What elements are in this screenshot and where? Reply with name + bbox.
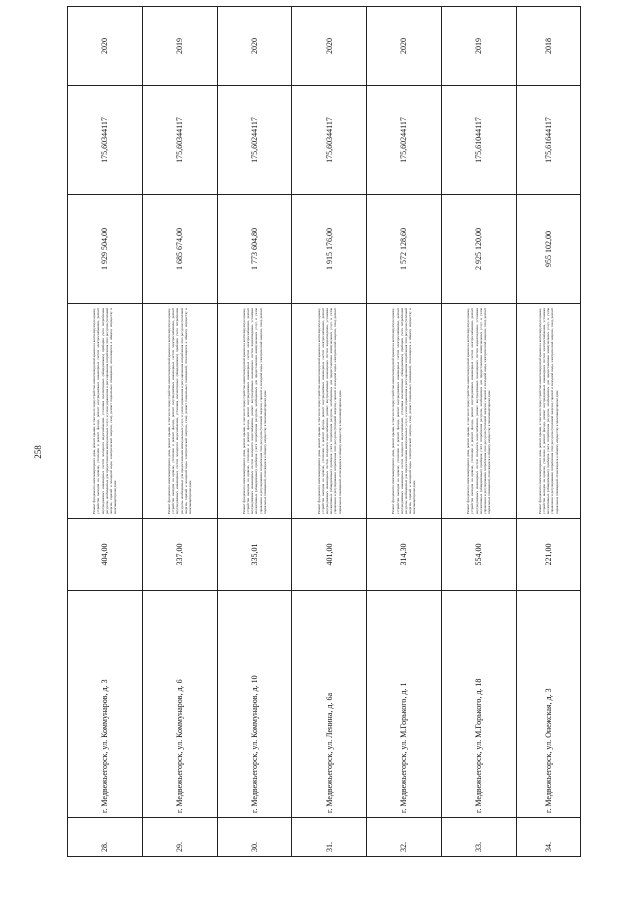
address-cell: г. Медвежьегорск, ул. Онежская, д. 3: [516, 591, 580, 818]
works-cell: Ремонт фундамента многоквартирного дома, ремонт крыши, в том числе переустройство невентилируемой крыши на вентилируемую крышу, устройство выходов на кровлю, утепление и ремонт фасада, ремонт внутридомовых инженерных систем электроснабжения, ремонт внутридомовых инженерных систем холодного водоснабжения, установка коллективных (общедомовых) приборов учета потребления ресурсов, необходимых для предоставления коммунальных услуг, и узлов управления и регулирования потребления этих ресурсов (тепловой энергии, горячей и холодной воды, электрической энергии, газа), ремонт подвальных помещений, относящихся к общему имуществу в многоквартирном доме: [367, 304, 442, 519]
unit-cost-cell: 175,61044117: [441, 86, 516, 195]
area-cell: 337,00: [142, 519, 217, 591]
area-cell: 335,01: [217, 519, 292, 591]
row-number-cell: 34.: [516, 818, 580, 857]
row-number-cell: 31.: [292, 818, 367, 857]
cost-cell: 1 685 674,00: [142, 195, 217, 304]
address-cell: г. Медвежьегорск, ул. Коммунаров, д. 6: [142, 591, 217, 818]
works-cell: Ремонт фундамента многоквартирного дома, ремонт крыши, в том числе переустройство невентилируемой крыши на вентилируемую крышу, устройство выходов на кровлю, утепление и ремонт фасада, ремонт внутридомовых инженерных систем электроснабжения, ремонт внутридомовых инженерных систем холодного водоснабжения, ремонт внутридомовых инженерных систем водоотведения, установка коллективных (общедомовых) приборов учета потребления ресурсов, необходимых для предоставления коммунальных услуг, и узлов управления и регулирования потребления этих ресурсов (тепловой энергии, горячей и холодной воды, электрической энергии, газа), ремонт подвальных помещений, относящихся к общему имуществу в многоквартирном доме: [217, 304, 292, 519]
table-row: [516, 7, 580, 857]
unit-cost-cell: 175,60244117: [217, 86, 292, 195]
year-cell: 2020: [217, 7, 292, 86]
table-row: [142, 7, 217, 857]
works-cell: Ремонт фундамента многоквартирного дома, ремонт крыши, в том числе переустройство невентилируемой крыши на вентилируемую крышу, устройство выходов на кровлю, утепление и ремонт фасада, ремонт внутридомовых инженерных систем электроснабжения, установка коллективных (общедомовых) приборов учета потребления ресурсов, необходимых для предоставления коммунальных услуг, и узлов управления и регулирования потребления этих ресурсов (тепловой энергии, горячей и холодной воды, электрической энергии, газа), ремонт подвальных помещений, относящихся к общему имуществу в многоквартирном доме: [516, 304, 580, 519]
works-cell: Ремонт фундамента многоквартирного дома, ремонт крыши, в том числе переустройство невентилируемой крыши на вентилируемую крышу, устройство выходов на кровлю, утепление и ремонт фасада, ремонт внутридомовых инженерных систем электроснабжения, ремонт внутридомовых инженерных систем холодного водоснабжения, ремонт внутридомовых инженерных систем водоотведения, установка коллективных (общедомовых) приборов учета потребления ресурсов, необходимых для предоставления коммунальных услуг, и узлов управления и регулирования потребления этих ресурсов (тепловой энергии, горячей и холодной воды, электрической энергии, газа), ремонт подвальных помещений, относящихся к общему имуществу в многоквартирном доме: [292, 304, 367, 519]
year-cell: 2019: [441, 7, 516, 86]
row-number-cell: 32.: [367, 818, 442, 857]
year-cell: 2019: [142, 7, 217, 86]
table-row: [367, 7, 442, 857]
cost-cell: 1 929 504,00: [68, 195, 143, 304]
works-cell: Ремонт фундамента многоквартирного дома, ремонт крыши, в том числе переустройство невентилируемой крыши на вентилируемую крышу, устройство выходов на кровлю, утепление и ремонт фасада, ремонт внутридомовых инженерных систем электроснабжения, ремонт внутридомовых инженерных систем холодного водоснабжения, установка коллективных (общедомовых) приборов учета потребления ресурсов, необходимых для предоставления коммунальных услуг, и узлов управления и регулирования потребления этих ресурсов (тепловой энергии, горячей и холодной воды, электрической энергии, газа), ремонт подвальных помещений, относящихся к общему имуществу в многоквартирном доме: [142, 304, 217, 519]
works-cell: Ремонт фундамента многоквартирного дома, ремонт крыши, в том числе переустройство невентилируемой крыши на вентилируемую крышу, устройство выходов на кровлю, утепление и ремонт фасада, ремонт внутридомовых инженерных систем электроснабжения, ремонт внутридомовых инженерных систем холодного водоснабжения, установка коллективных (общедомовых) приборов учета потребления ресурсов, необходимых для предоставления коммунальных услуг, и узлов управления и регулирования потребления этих ресурсов (тепловой энергии, горячей и холодной воды, электрической энергии, газа), ремонт подвальных помещений, относящихся к общему имуществу в многоквартирном доме: [68, 304, 143, 519]
table-row: [292, 7, 367, 857]
year-cell: 2018: [516, 7, 580, 86]
page-number: 258: [33, 445, 43, 459]
cost-cell: 1 915 176,00: [292, 195, 367, 304]
table-row: [441, 7, 516, 857]
unit-cost-cell: 175,60344117: [292, 86, 367, 195]
row-number-cell: 33.: [441, 818, 516, 857]
area-cell: 221,00: [516, 519, 580, 591]
unit-cost-cell: 175,60344117: [68, 86, 143, 195]
row-number-cell: 28.: [68, 818, 143, 857]
table-row: [217, 7, 292, 857]
cost-cell: 2 925 120,00: [441, 195, 516, 304]
works-cell: Ремонт фундамента многоквартирного дома, ремонт крыши, в том числе переустройство невентилируемой крыши на вентилируемую крышу, устройство выходов на кровлю, утепление и ремонт фасада, ремонт внутридомовых инженерных систем электроснабжения, ремонт внутридомовых инженерных систем холодного водоснабжения, ремонт внутридомовых инженерных систем водоотведения, установка коллективных (общедомовых) приборов учета потребления ресурсов, необходимых для предоставления коммунальных услуг, и узлов управления и регулирования потребления этих ресурсов (тепловой энергии, горячей и холодной воды, электрической энергии, газа), ремонт подвальных помещений, относящихся к общему имуществу в многоквартирном доме: [441, 304, 516, 519]
repair-program-table: [67, 6, 581, 857]
area-cell: 404,00: [68, 519, 143, 591]
table-body: [68, 7, 581, 857]
table-frame: [67, 38, 581, 857]
address-cell: г. Медвежьегорск, ул. М.Горького, д. 18: [441, 591, 516, 818]
address-cell: г. Медвежьегорск, ул. Ленина, д. 6а: [292, 591, 367, 818]
area-cell: 401,00: [292, 519, 367, 591]
year-cell: 2020: [292, 7, 367, 86]
cost-cell: 1 773 604,80: [217, 195, 292, 304]
area-cell: 314,30: [367, 519, 442, 591]
year-cell: 2020: [367, 7, 442, 86]
unit-cost-cell: 175,60244117: [367, 86, 442, 195]
row-number-cell: 30.: [217, 818, 292, 857]
year-cell: 2020: [68, 7, 143, 86]
area-cell: 554,00: [441, 519, 516, 591]
table-row: [68, 7, 143, 857]
cost-cell: 1 572 128,60: [367, 195, 442, 304]
address-cell: г. Медвежьегорск, ул. Коммунаров, д. 3: [68, 591, 143, 818]
address-cell: г. Медвежьегорск, ул. М.Горького, д. 1: [367, 591, 442, 818]
unit-cost-cell: 175,60344117: [142, 86, 217, 195]
row-number-cell: 29.: [142, 818, 217, 857]
cost-cell: 955 102,00: [516, 195, 580, 304]
unit-cost-cell: 175,61644117: [516, 86, 580, 195]
rotated-table-wrapper: [67, 38, 581, 857]
address-cell: г. Медвежьегорск, ул. Коммунаров, д. 10: [217, 591, 292, 818]
